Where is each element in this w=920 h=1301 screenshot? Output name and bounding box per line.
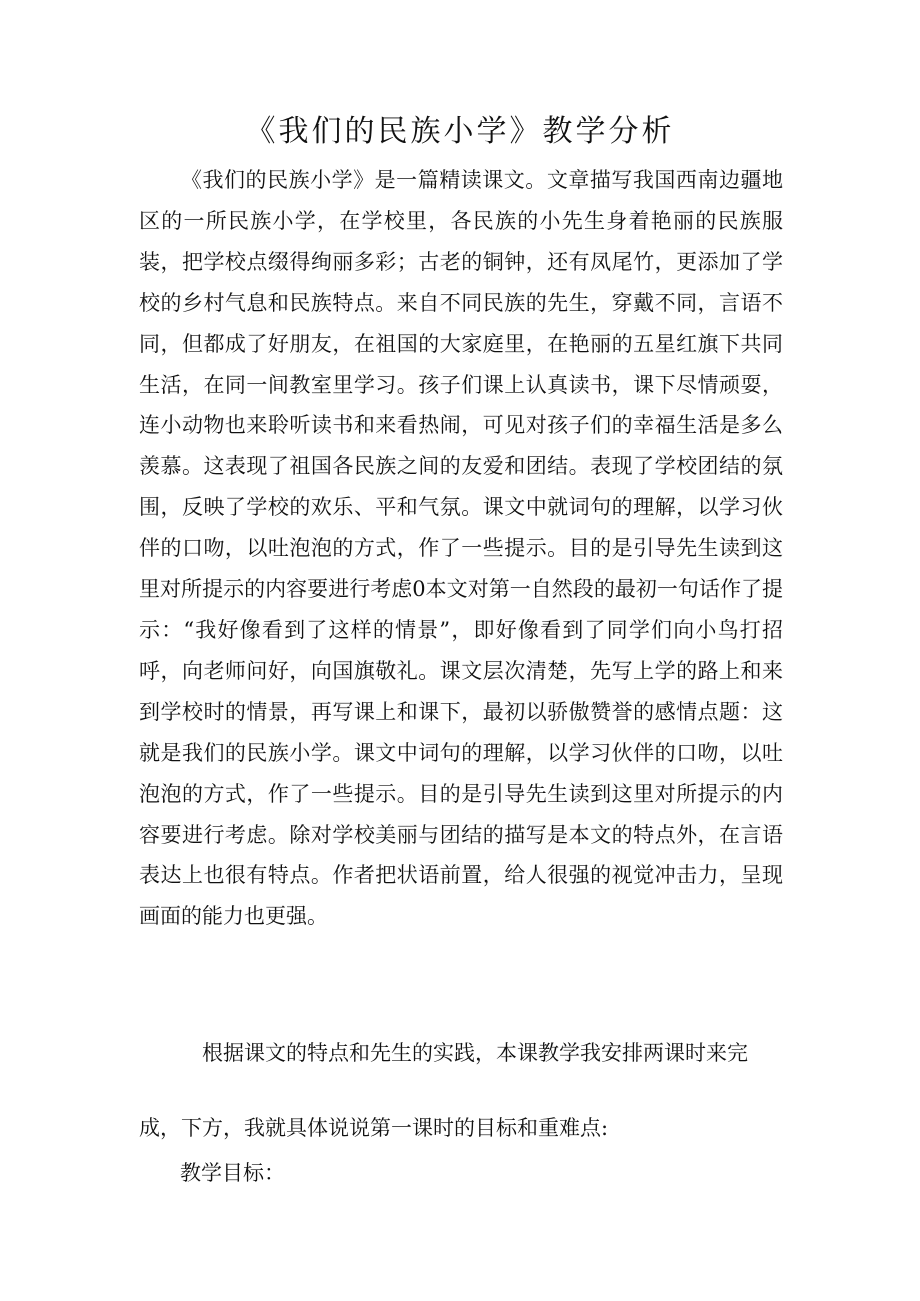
body-paragraph-2-line-2: 成，下方，我就具体说说第一课时的目标和重难点: <box>139 1116 609 1140</box>
document-title: 《我们的民族小学》教学分析 <box>245 114 675 149</box>
body-paragraph-2-line-1: 根据课文的特点和先生的实践，本课教学我安排两课时来完 <box>202 1041 748 1065</box>
section-heading-teaching-goals: 教学目标： <box>180 1161 285 1185</box>
body-paragraph-1: 《我们的民族小学》是一篇精读课文。文章描写我国西南边疆地区的一所民族小学，在学校里，各民族的小先生身着艳丽的民族服装，把学校点缀得绚丽多彩；古老的铜钟，还有凤尾竹，更添加了学校的乡村气息和民族特点。来自不同民族的先生，穿戴不同，言语不同，但都成了好朋友，在祖国的大家庭里，在艳丽的五星红旗下共同生活，在同一间教室里学习。孩子们课上认真读书，课下尽情顽耍，连小动物也来聆听读书和来看热闹，可见对孩子们的幸福生活是多么羡慕。这表现了祖国各民族之间的友爱和团结。表现了学校团结的氛围，反映了学校的欢乐、平和气氛。课文中就词句的理解，以学习伙伴的口吻，以吐泡泡的方式，作了一些提示。目的是引导先生读到这里对所提示的内容要进行考虑0本文对第一自然段的最初一句话作了提示：“我好像看到了这样的情景”，即好像看到了同学们向小鸟打招呼，向老师问好，向国旗敬礼。课文层次清楚，先写上学的路上和来到学校时的情景，再写课上和课下，最初以骄傲赞誉的感情点题：这就是我们的民族小学。课文中词句的理解，以学习伙伴的口吻，以吐泡泡的方式，作了一些提示。目的是引导先生读到这里对所提示的内容要进行考虑。除对学校美丽与团结的描写是本文的特点外，在言语表达上也很有特点。作者把状语前置，给人很强的视觉冲击力，呈现画面的能力也更强。 <box>139 168 783 929</box>
